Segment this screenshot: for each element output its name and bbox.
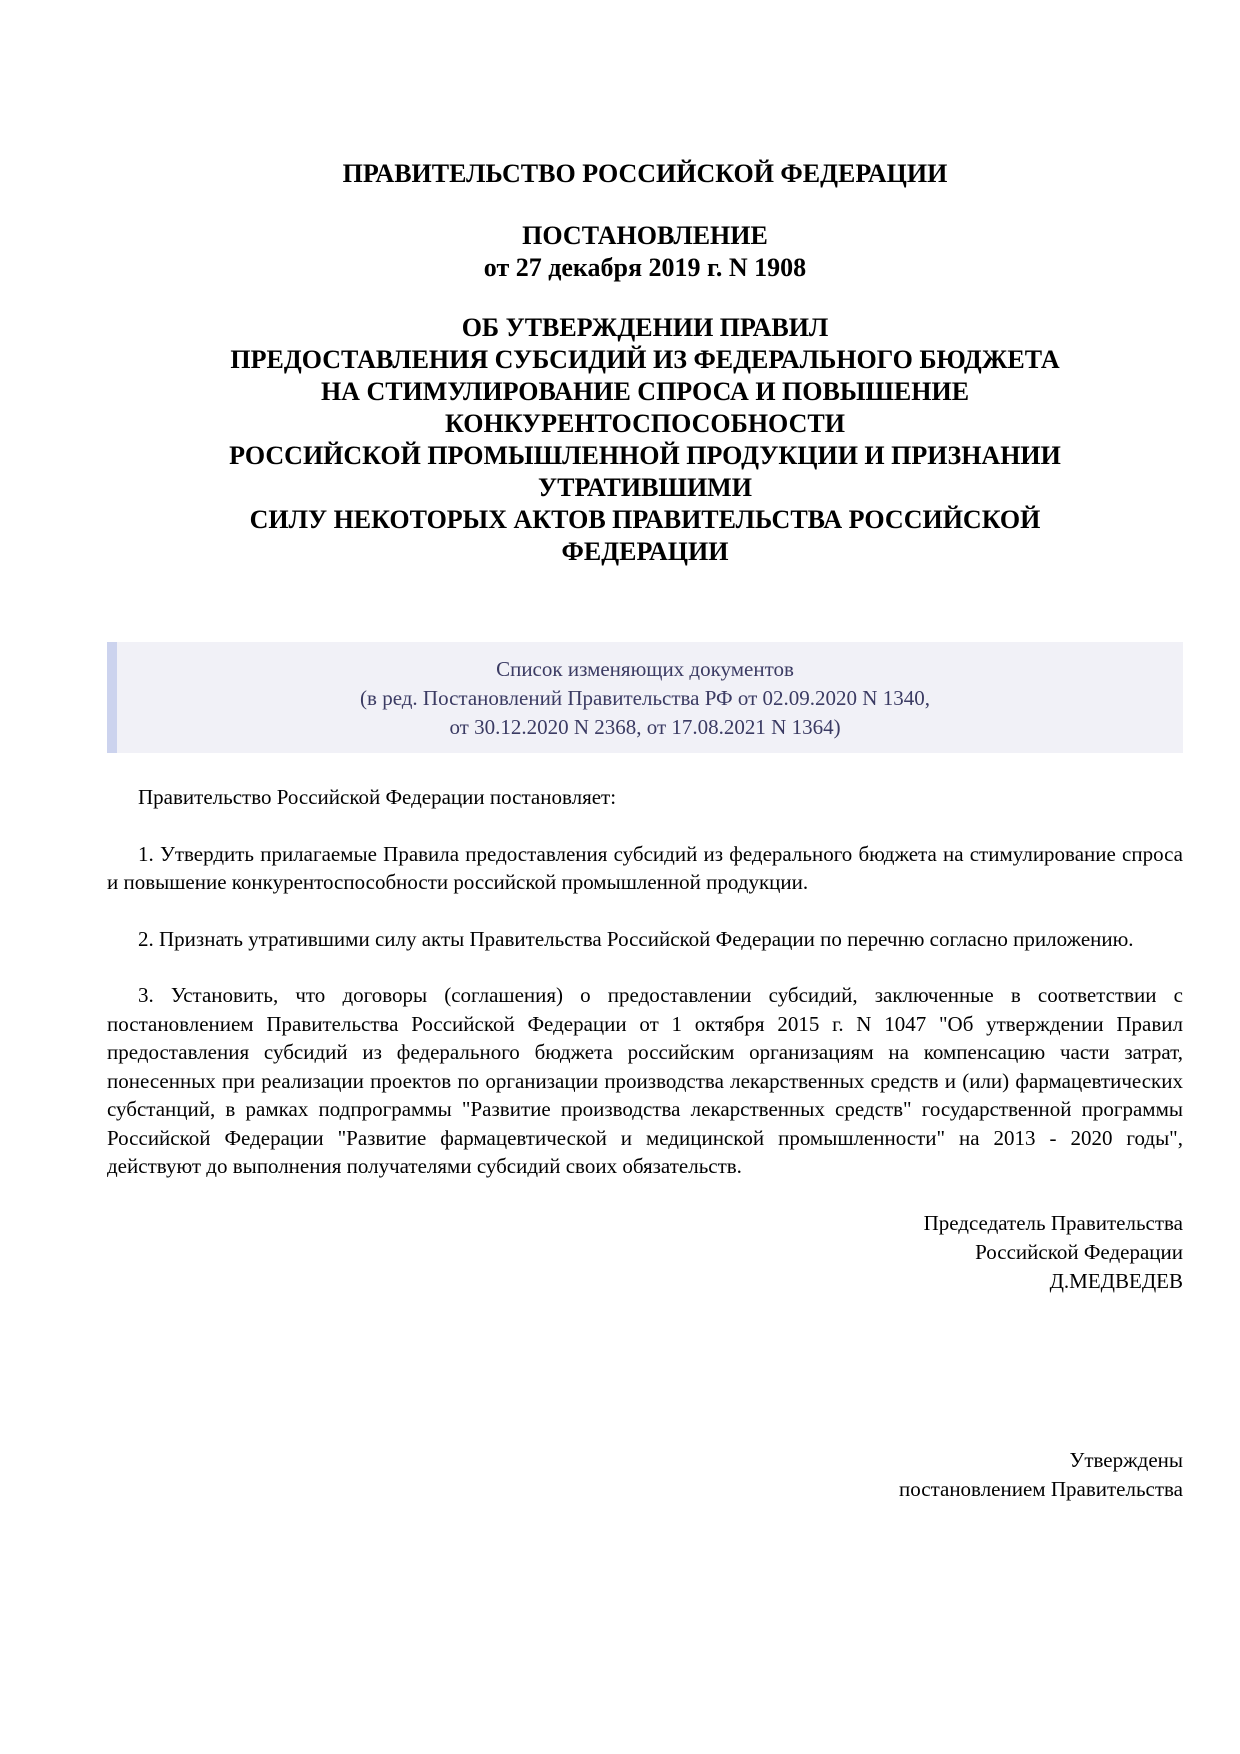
intro-paragraph: Правительство Российской Федерации постановляет:: [138, 785, 617, 809]
subject-line: СИЛУ НЕКОТОРЫХ АКТОВ ПРАВИТЕЛЬСТВА РОССИЙСКОЙ: [249, 505, 1041, 534]
paragraph-1: 1. Утвердить прилагаемые Правила предоставления субсидий из федерального бюджета на стимулирование спроса и повышение конкурентоспособности российской промышленной продукции.: [107, 841, 1183, 894]
paragraph-2: 2. Признать утратившими силу акты Правительства Российской Федерации по перечню согласно приложению.: [138, 926, 1134, 951]
document-date-number: от 27 декабря 2019 г. N 1908: [483, 253, 807, 282]
government-org-title: ПРАВИТЕЛЬСТВО РОССИЙСКОЙ ФЕДЕРАЦИИ: [342, 159, 948, 188]
subject-line: ОБ УТВЕРЖДЕНИИ ПРАВИЛ: [461, 313, 829, 342]
amendments-info-box: [107, 642, 1183, 753]
subject-line: РОССИЙСКОЙ ПРОМЫШЛЕННОЙ ПРОДУКЦИИ И ПРИЗНАНИИ: [229, 441, 1061, 470]
signature-name: Д.МЕДВЕДЕВ: [1049, 1268, 1183, 1293]
subject-line: УТРАТИВШИМИ: [538, 473, 752, 502]
subject-line: НА СТИМУЛИРОВАНИЕ СПРОСА И ПОВЫШЕНИЕ: [320, 377, 970, 406]
approved-line: постановлением Правительства: [898, 1476, 1183, 1501]
signature-block: [107, 1209, 1183, 1296]
signature-position-line: Российской Федерации: [975, 1239, 1183, 1264]
document-type-heading: ПОСТАНОВЛЕНИЕ: [522, 221, 768, 250]
subject-line: ПРЕДОСТАВЛЕНИЯ СУБСИДИЙ ИЗ ФЕДЕРАЛЬНОГО БЮДЖЕТА: [230, 345, 1060, 374]
approved-block: [107, 1446, 1183, 1504]
approved-line: Утверждены: [1069, 1447, 1183, 1472]
signature-position-line: Председатель Правительства: [923, 1210, 1183, 1235]
paragraph-3: 3. Установить, что договоры (соглашения) о предоставлении субсидий, заключенные в соответствии с постановлением Правительства Российской Федерации от 1 октября 2015 г. N 1047 "Об утверждении Правил предоставления субсидий из федерального бюджета российским организациям на компенсацию части затрат, понесенных при реализации проектов по организации производства лекарственных средств и (или) фармацевтических субстанций, в рамках подпрограммы "Развитие производства лекарственных средств" государственной программы Российской Федерации "Развитие фармацевтической и медицинской промышленности" на 2013 - 2020 годы", действуют до выполнения получателями субсидий своих обязательств.: [107, 983, 1183, 1178]
subject-line: ФЕДЕРАЦИИ: [561, 537, 729, 566]
document-body: [107, 783, 1183, 1181]
amendments-box-line: от 30.12.2020 N 2368, от 17.08.2021 N 1364): [449, 715, 841, 739]
amendments-box-line: (в ред. Постановлений Правительства РФ от 02.09.2020 N 1340,: [360, 686, 930, 710]
document-subject-heading: [107, 312, 1183, 568]
amendments-box-title: Список изменяющих документов: [496, 657, 794, 681]
subject-line: КОНКУРЕНТОСПОСОБНОСТИ: [445, 409, 845, 438]
